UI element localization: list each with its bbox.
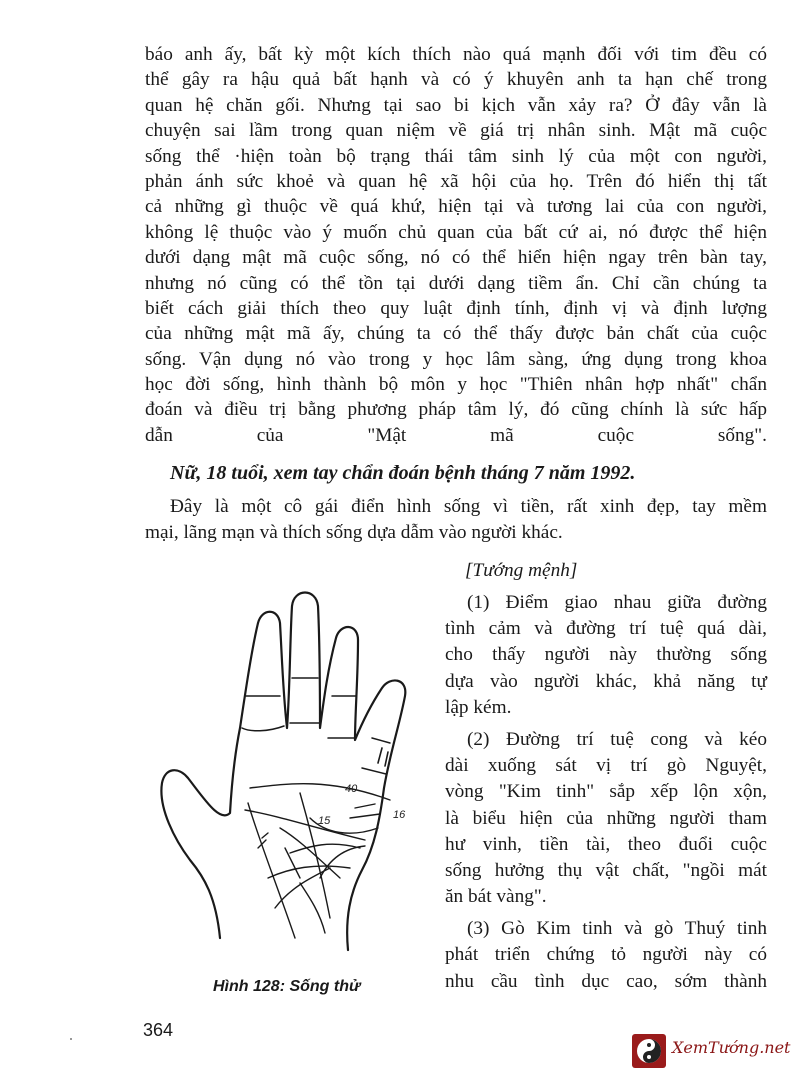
text-line: là biểu hiện của những người tham: [445, 807, 767, 829]
text-line: học đời sống, hình thành bộ môn y học "Thiên nhân hợp nhất" chẩn: [145, 374, 767, 396]
text-line: sống thể ·hiện toàn bộ trạng thái tâm sinh lý của một con người,: [145, 145, 767, 167]
text-line: dưới dạng mật mã cuộc sống, nó có thể hiển hiện ngay trên bàn tay,: [145, 247, 767, 269]
text-line: tình cảm và đường trí tuệ quá dài,: [445, 618, 767, 640]
text-line: hư vinh, tiền tài, theo đuổi cuộc: [445, 833, 767, 855]
hand-outline: [161, 593, 405, 951]
watermark-text: XemTướng.net: [672, 1038, 791, 1057]
text-line: biết cách giải thích theo quy luật định tính, định vị và định lượng: [145, 297, 767, 319]
text-line: quan hệ chăn gối. Nhưng tại sao bi kịch vẫn xảy ra? Ở đây vẫn là: [145, 94, 767, 116]
palm-drawing: [150, 578, 425, 978]
intro-paragraph: [145, 494, 767, 546]
reading-paragraph-1: [445, 590, 767, 721]
reading-paragraph-3: [445, 916, 767, 995]
page-number: 364: [143, 1020, 174, 1040]
figure-caption: Hình 128: Sống thử: [213, 978, 361, 995]
watermark: [632, 1030, 792, 1070]
text-line: cả những gì thuộc về quá khứ, hiện tại và tương lai của con người,: [145, 196, 767, 218]
text-line: của những mật mã ấy, chúng ta có thể thấy được bản chất của cuộc: [145, 323, 767, 345]
right-column: [445, 558, 767, 1001]
page-speck: [70, 1038, 72, 1040]
text-line: dẫn của "Mật mã cuộc sống".: [145, 424, 767, 446]
palm-figure: [150, 578, 425, 978]
text-line: (3) Gò Kim tinh và gò Thuý tinh: [467, 918, 767, 940]
text-line: vòng "Kim tinh" sắp xếp lộn xộn,: [445, 781, 767, 803]
palm-label: 15: [318, 815, 331, 827]
case-heading: Nữ, 18 tuổi, xem tay chẩn đoán bệnh tháng 7 năm 1992.: [170, 462, 636, 484]
head-line: [245, 810, 365, 840]
body-paragraph: [145, 42, 767, 448]
text-line: (1) Điểm giao nhau giữa đường: [467, 592, 767, 613]
text-line: nhưng nó cũng có thể tồn tại dưới dạng tiềm ẩn. Chỉ cần chúng ta: [145, 272, 767, 294]
heart-line: [250, 784, 390, 800]
palm-label: 40: [345, 783, 358, 795]
text-line: chuyện sai lầm trong quan niệm về giá trị nhân sinh. Mật mã cuộc: [145, 120, 767, 142]
text-line: đoán và điều trị bằng phương pháp tâm lý, đó cũng chính là sức hấp: [145, 399, 767, 421]
text-line: Đây là một cô gái điển hình sống vì tiền, rất xinh đẹp, tay mềm: [170, 496, 767, 517]
text-line: nhu cầu tình dục cao, sớm thành: [445, 970, 767, 992]
text-line: dựa vào người khác, khả năng tự: [445, 670, 767, 692]
section-subheading: [Tướng mệnh]: [465, 560, 578, 581]
text-line: dài xuống sát vị trí gò Nguyệt,: [445, 755, 767, 777]
yin-yang-icon: [632, 1034, 666, 1068]
text-line: (2) Đường trí tuệ cong và kéo: [467, 728, 767, 750]
text-line: thể gây ra hậu quả bất hạnh và có ý khuyên anh ta hạn chế trong: [145, 69, 767, 91]
text-line: ăn bát vàng".: [445, 886, 547, 908]
text-line: lập kém.: [445, 696, 512, 718]
reading-paragraph-2: [445, 727, 767, 910]
text-line: phát triển chứng tỏ người này có: [445, 944, 767, 966]
palm-label: 16: [393, 809, 406, 821]
text-line: cho thấy người này thường sống: [445, 644, 767, 666]
text-line: sống hưởng thụ vật chất, "ngồi mát: [445, 859, 767, 881]
text-line: báo anh ấy, bất kỳ một kích thích nào quá mạnh đối với tim đều có: [145, 44, 767, 65]
text-line: phản ánh sức khoẻ và quan hệ xã hội của họ. Trên đó hiển thị tất: [145, 170, 767, 192]
text-line: mại, lãng mạn và thích sống dựa dẫm vào người khác.: [145, 522, 563, 543]
text-line: sống. Vận dụng nó vào trong y học lâm sàng, ứng dụng trong khoa: [145, 348, 767, 370]
text-line: không lệ thuộc vào ý muốn chủ quan của bất cứ ai, nó được thể hiện: [145, 221, 767, 243]
